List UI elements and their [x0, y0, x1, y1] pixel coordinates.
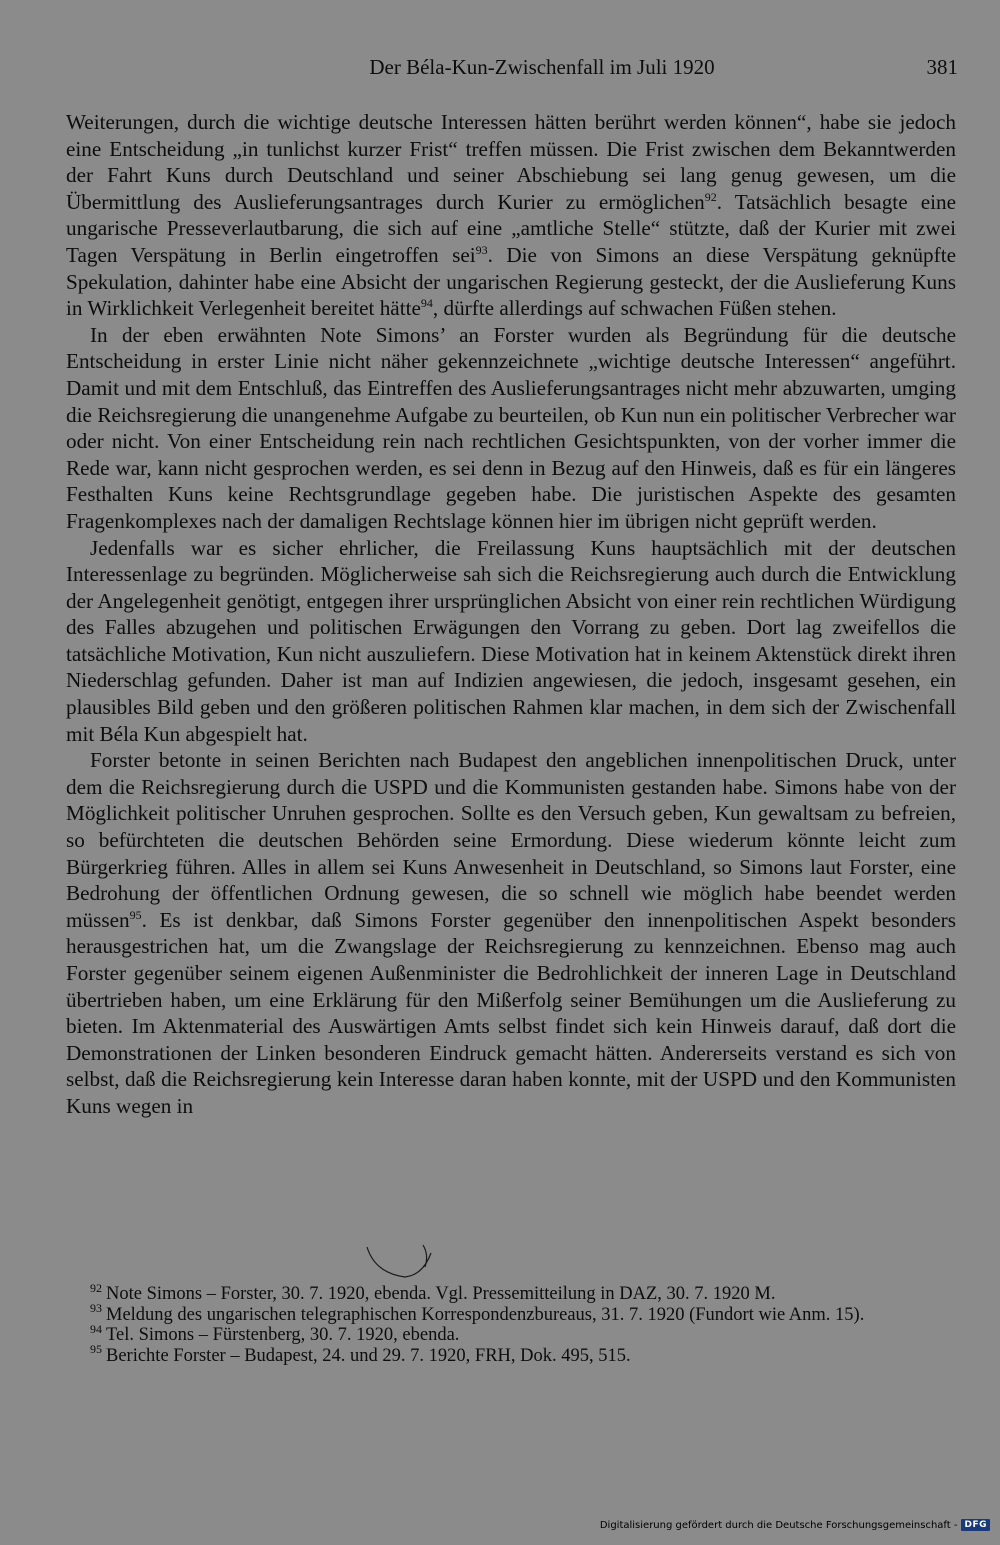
- footnote-text: Note Simons – Forster, 30. 7. 1920, ebenda. Vgl. Pressemitteilung in DAZ, 30. 7. 1920 M.: [106, 1284, 776, 1304]
- paragraph-text: In der eben erwähnten Note Simons’ an Forster wurden als Begründung für die deutsche Entscheidung in erster Linie nicht näher gekennzeichnete „wichtige deutsche Interessen“ angeführt. Damit und mit dem Entschluß, das Eintreffen des Auslieferungsantrages nicht mehr abzuwarten, umging die Reichsregierung die unangenehme Aufgabe zu beurteilen, ob Kun nun ein politischer Verbrecher war oder nicht. Von einer Entscheidung rein nach rechtlichen Gesichtspunkten, von der vorher immer die Rede war, kann nicht gesprochen werden, es sei denn in Bezug auf den Hinweis, daß es für ein längeres Festhalten Kuns keine Rechtsgrundlage gegeben habe. Die juristischen Aspekte des gesamten Fragenkomplexes nach der damaligen Rechtslage können hier im übrigen nicht geprüft werden.: [66, 322, 956, 533]
- funding-bar: [600, 1517, 990, 1533]
- page-header: [66, 50, 958, 84]
- footnotes: [66, 1280, 956, 1366]
- footnote-number: 94: [90, 1321, 102, 1336]
- footnote-text: Tel. Simons – Fürstenberg, 30. 7. 1920, ebenda.: [106, 1325, 460, 1345]
- paragraph-text: . Tatsächlich besagte eine ungarische Presseverlautbarung, die sich auf eine „amtliche Stelle“ stützte, daß der Kurier mit zwei Tagen Verspätung in Berlin eingetroffen sei: [66, 189, 956, 267]
- page-number: 381: [926, 55, 958, 79]
- footnote-reference: 94: [420, 296, 433, 311]
- handwritten-mark: [365, 1243, 435, 1283]
- body-paragraph: [66, 109, 956, 322]
- footnote: [66, 1342, 956, 1367]
- paragraph-text: Weiterungen, durch die wichtige deutsche Interessen hätten berührt werden können“, habe sie jedoch eine Entscheidung „in tunlichst kurzer Frist“ treffen müssen. Die Frist zwischen dem Bekanntwerden der Fahrt Kuns durch Deutschland und seiner Abschiebung sei lang genug gewesen, um die Übermittlung des Auslieferungsantrages durch Kurier zu ermöglichen: [66, 110, 956, 214]
- paragraph-text: Jedenfalls war es sicher ehrlicher, die Freilassung Kuns hauptsächlich mit der deutschen Interessenlage zu begründen. Möglicherweise sah sich die Reichsregierung auch durch die Entwicklung der Angelegenheit genötigt, entgegen ihrer ursprünglichen Absicht von einer rein rechtlichen Würdigung des Falles abzugehen und politischen Erwägungen den Vorrang zu geben. Dort lag zweifellos die tatsächliche Motivation, Kun nicht auszuliefern. Diese Motivation hat in keinem Aktenstück direkt ihren Niederschlag gefunden. Daher ist man auf Indizien angewiesen, die jedoch, insgesamt gesehen, ein plausibles Bild geben und den größeren politischen Rahmen klar machen, in dem sich der Zwischenfall mit Béla Kun abgespielt hat.: [66, 535, 956, 746]
- dfg-logo: DFG: [961, 1519, 990, 1531]
- footnote-text: Meldung des ungarischen telegraphischen Korrespondenzbureaus, 31. 7. 1920 (Fundort wie Anm. 15).: [106, 1304, 865, 1325]
- footnote-reference: 93: [475, 242, 488, 257]
- footnote-reference: 95: [129, 907, 142, 922]
- paragraph-text: , dürfte allerdings auf schwachen Füßen stehen.: [432, 296, 837, 321]
- footnote-text: Berichte Forster – Budapest, 24. und 29. 7. 1920, FRH, Dok. 495, 515.: [106, 1345, 631, 1366]
- footnote-number: 93: [90, 1301, 102, 1316]
- body-paragraph: [66, 322, 956, 535]
- footnote: [66, 1301, 956, 1326]
- footnote: [66, 1321, 956, 1346]
- footnote-reference: 92: [704, 189, 717, 204]
- funding-text: Digitalisierung gefördert durch die Deutsche Forschungsgemeinschaft -: [599, 1519, 958, 1531]
- footnote-number: 95: [90, 1342, 102, 1357]
- running-title: Der Béla-Kun-Zwischenfall im Juli 1920: [369, 55, 715, 79]
- footnote: [66, 1280, 956, 1305]
- body-text: [66, 109, 956, 1120]
- body-paragraph: [66, 747, 956, 1119]
- body-paragraph: [66, 535, 956, 748]
- paragraph-text: . Es ist denkbar, daß Simons Forster gegenüber den innenpolitischen Aspekt besonders herausgestrichen hat, um die Zwangslage der Reichsregierung zu kennzeichnen. Ebenso mag auch Forster gegenüber seinem eigenen Außenminister die Bedrohlichkeit der inneren Lage in Deutschland übertrieben haben, um eine Erklärung für den Mißerfolg seiner Bemühungen um die Auslieferung zu bieten. Im Aktenmaterial des Auswärtigen Amts selbst findet sich kein Hinweis darauf, daß dort die Demonstrationen der Linken besonderen Eindruck gemacht hätten. Andererseits verstand es sich von selbst, daß die Reichsregierung kein Interesse daran haben konnte, mit der USPD und den Kommunisten Kuns wegen in: [66, 907, 956, 1118]
- paragraph-text: . Die von Simons an diese Verspätung geknüpfte Spekulation, dahinter habe eine Absicht der ungarischen Regierung gesteckt, der die Auslieferung Kuns in Wirklichkeit Verlegenheit bereitet hätte: [66, 242, 957, 321]
- paragraph-text: Forster betonte in seinen Berichten nach Budapest den angeblichen innenpolitischen Druck, unter dem die Reichsregierung durch die USPD und die Kommunisten gestanden habe. Simons habe von der Möglichkeit politischer Unruhen gesprochen. Sollte es den Versuch geben, Kun gewaltsam zu befreien, so befürchteten die deutschen Behörden seine Ermordung. Diese wiederum könnte leicht zum Bürgerkrieg führen. Alles in allem sei Kuns Anwesenheit in Deutschland, so Simons laut Forster, eine Bedrohung der öffentlichen Ordnung gewesen, die so schnell wie möglich habe beendet werden müssen: [66, 748, 956, 932]
- footnote-number: 92: [90, 1280, 102, 1295]
